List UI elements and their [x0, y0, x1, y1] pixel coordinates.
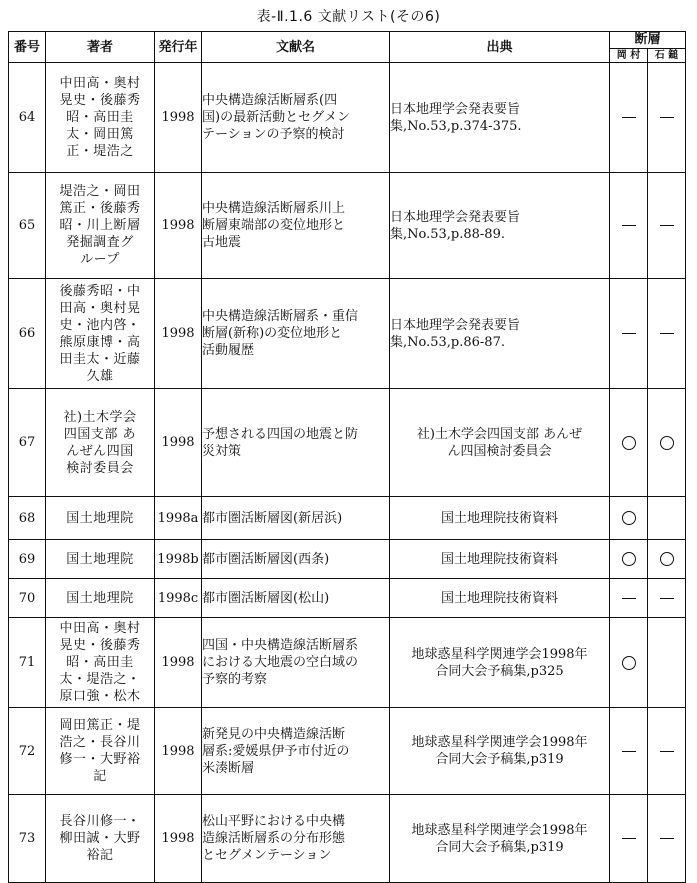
- table-row: [9, 540, 686, 579]
- cell-title: 都市圏活断層図(新居浜): [202, 497, 390, 540]
- cell-num: 68: [9, 497, 46, 540]
- cell-title: 四国・中央構造線活断層系 における大地震の空白域の 予察的考察: [202, 618, 390, 708]
- cell-okamura: [610, 63, 648, 173]
- circle-mark-icon: [622, 552, 636, 566]
- cell-title: 新発見の中央構造線活断 層系:愛媛県伊予市付近の 米湊断層: [202, 708, 390, 795]
- dash-mark-icon: [622, 225, 636, 226]
- table-row: [9, 173, 686, 279]
- cell-author: 堤浩之・岡田 篤正・後藤秀 昭・川上断層 発掘調査グ ループ: [46, 173, 155, 279]
- cell-year: 1998: [155, 389, 202, 497]
- table-row: [9, 63, 686, 173]
- cell-title: 都市圏活断層図(西条): [202, 540, 390, 579]
- header-fault-okamura: 岡 村: [616, 50, 641, 61]
- cell-title: 中央構造線活断層系(四 国)の最新活動とセグメン テーションの予察的検討: [202, 63, 390, 173]
- cell-title: 松山平野における中央構 造線活断層系の分布形態 とセグメンテーション: [202, 795, 390, 883]
- cell-source: 地球惑星科学関連学会1998年 合同大会予稿集,p319: [390, 795, 610, 883]
- cell-source: 社)土木学会四国支部 あんぜ ん四国検討委員会: [390, 389, 610, 497]
- table-body: [9, 63, 686, 883]
- table-row: [9, 708, 686, 795]
- cell-okamura: [610, 708, 648, 795]
- table-caption: 表-Ⅱ.1.6 文献リスト(その6): [256, 9, 441, 25]
- header-source: 出典: [390, 32, 610, 63]
- dash-mark-icon: [622, 117, 636, 118]
- cell-author: 社)土木学会 四国支部 あ んぜん四国 検討委員会: [46, 389, 155, 497]
- cell-num: 66: [9, 279, 46, 389]
- header-fault-group: [610, 32, 686, 63]
- cell-year: 1998: [155, 173, 202, 279]
- table-row: [9, 279, 686, 389]
- cell-ishizuchi: [648, 173, 686, 279]
- header-fault-ishizuchi: 石 鎚: [647, 49, 685, 63]
- cell-okamura: [610, 497, 648, 540]
- cell-ishizuchi: [648, 279, 686, 389]
- table-row: [9, 579, 686, 618]
- dash-mark-icon: [660, 333, 674, 334]
- circle-mark-icon: [622, 511, 636, 525]
- cell-okamura: [610, 795, 648, 883]
- cell-ishizuchi: [648, 497, 686, 540]
- cell-author: 中田高・奥村 晃史・後藤秀 昭・高田圭 太・堤浩之・ 原口強・松木: [46, 618, 155, 708]
- header-author: 著者: [46, 32, 155, 63]
- cell-ishizuchi: [648, 540, 686, 579]
- cell-source: 国土地理院技術資料: [390, 497, 610, 540]
- cell-okamura: [610, 579, 648, 618]
- cell-year: 1998b: [155, 540, 202, 579]
- cell-title: 中央構造線活断層系川上 断層東端部の変位地形と 古地震: [202, 173, 390, 279]
- cell-author: 国土地理院: [46, 579, 155, 618]
- cell-author: 国土地理院: [46, 540, 155, 579]
- cell-source: 国土地理院技術資料: [390, 540, 610, 579]
- cell-author: 後藤秀昭・中 田高・奥村晃 史・池内啓・ 熊原康博・高 田圭太・近藤 久雄: [46, 279, 155, 389]
- cell-num: 72: [9, 708, 46, 795]
- cell-ishizuchi: [648, 389, 686, 497]
- circle-mark-icon: [660, 436, 674, 450]
- cell-num: 65: [9, 173, 46, 279]
- cell-source: 地球惑星科学関連学会1998年 合同大会予稿集,p325: [390, 618, 610, 708]
- cell-title: 中央構造線活断層系・重信 断層(新称)の変位地形と 活動履歴: [202, 279, 390, 389]
- cell-ishizuchi: [648, 708, 686, 795]
- dash-mark-icon: [622, 598, 636, 599]
- cell-title: 予想される四国の地震と防 災対策: [202, 389, 390, 497]
- header-year: 発行年: [155, 32, 202, 63]
- reference-list-table: [8, 31, 686, 883]
- cell-year: 1998c: [155, 579, 202, 618]
- cell-author: 長谷川修一・ 柳田誠・大野 裕記: [46, 795, 155, 883]
- cell-okamura: [610, 279, 648, 389]
- cell-num: 69: [9, 540, 46, 579]
- cell-num: 67: [9, 389, 46, 497]
- cell-num: 70: [9, 579, 46, 618]
- cell-year: 1998: [155, 279, 202, 389]
- circle-mark-icon: [622, 656, 636, 670]
- cell-num: 73: [9, 795, 46, 883]
- cell-okamura: [610, 618, 648, 708]
- cell-year: 1998a: [155, 497, 202, 540]
- cell-source: 日本地理学会発表要旨 集,No.53,p.86-87.: [390, 279, 610, 389]
- dash-mark-icon: [660, 117, 674, 118]
- cell-year: 1998: [155, 63, 202, 173]
- header-row: [9, 32, 686, 63]
- circle-mark-icon: [660, 552, 674, 566]
- header-fault: 断層: [610, 32, 685, 49]
- dash-mark-icon: [660, 598, 674, 599]
- header-title: 文献名: [202, 32, 390, 63]
- cell-author: 国土地理院: [46, 497, 155, 540]
- table-row: [9, 795, 686, 883]
- dash-mark-icon: [660, 838, 674, 839]
- dash-mark-icon: [622, 838, 636, 839]
- dash-mark-icon: [660, 225, 674, 226]
- cell-author: 岡田篤正・堤 浩之・長谷川 修一・大野裕 記: [46, 708, 155, 795]
- cell-okamura: [610, 173, 648, 279]
- cell-year: 1998: [155, 708, 202, 795]
- cell-num: 71: [9, 618, 46, 708]
- cell-author: 中田高・奥村 晃史・後藤秀 昭・高田圭 太・岡田篤 正・堤浩之: [46, 63, 155, 173]
- cell-source: 日本地理学会発表要旨 集,No.53,p.374-375.: [390, 63, 610, 173]
- cell-year: 1998: [155, 795, 202, 883]
- table-row: [9, 497, 686, 540]
- cell-okamura: [610, 389, 648, 497]
- cell-num: 64: [9, 63, 46, 173]
- cell-ishizuchi: [648, 579, 686, 618]
- cell-okamura: [610, 540, 648, 579]
- cell-title: 都市圏活断層図(松山): [202, 579, 390, 618]
- cell-ishizuchi: [648, 63, 686, 173]
- table-row: [9, 618, 686, 708]
- cell-source: 国土地理院技術資料: [390, 579, 610, 618]
- cell-ishizuchi: [648, 795, 686, 883]
- dash-mark-icon: [660, 751, 674, 752]
- table-row: [9, 389, 686, 497]
- cell-source: 日本地理学会発表要旨 集,No.53,p.88-89.: [390, 173, 610, 279]
- cell-source: 地球惑星科学関連学会1998年 合同大会予稿集,p319: [390, 708, 610, 795]
- dash-mark-icon: [622, 333, 636, 334]
- dash-mark-icon: [622, 751, 636, 752]
- cell-ishizuchi: [648, 618, 686, 708]
- header-num: 番号: [9, 32, 46, 63]
- cell-year: 1998: [155, 618, 202, 708]
- circle-mark-icon: [622, 436, 636, 450]
